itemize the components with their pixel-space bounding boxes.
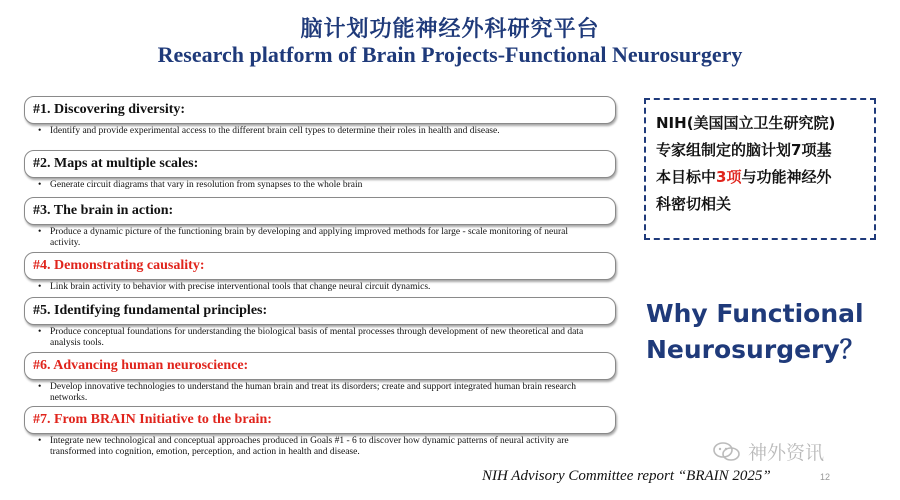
goal-2-heading: #2. Maps at multiple scales: — [24, 150, 616, 178]
goal-7-description: • Integrate new technological and conceptual approaches produced in Goals #1 ‐ 6 to discover how dynamic patterns of neural activity are transformed into cognition, emotion, perception, and action in health and disease. — [38, 436, 569, 457]
goal-6-heading: #6. Advancing human neuroscience: — [24, 352, 616, 380]
goal-5-description: • Produce conceptual foundations for understanding the biological basis of mental processes through development of new theoretical and data analysis tools. — [38, 327, 584, 348]
bullet-icon: • — [38, 126, 42, 136]
goal-7-heading: #7. From BRAIN Initiative to the brain: — [24, 406, 616, 434]
goal-3-description: • Produce a dynamic picture of the functioning brain by developing and applying improved methods for large ‐ scale monitoring of neural activity. — [38, 227, 568, 248]
goal-1-description: • Identify and provide experimental access to the different brain cell types to determine their roles in health and disease. — [38, 126, 500, 136]
goal-1-heading: #1. Discovering diversity: — [24, 96, 616, 124]
bullet-icon: • — [38, 436, 42, 446]
note-highlight: 3项 — [716, 168, 742, 186]
watermark-text: 神外资讯 — [748, 442, 825, 464]
page-number: 12 — [820, 472, 831, 482]
bullet-icon: • — [38, 227, 42, 237]
bullet-icon: • — [38, 382, 42, 392]
watermark — [712, 438, 824, 465]
goal-3-heading: #3. The brain in action: — [24, 197, 616, 225]
slide-title-english: Research platform of Brain Projects-Functional Neurosurgery — [157, 42, 743, 67]
slide-title-chinese: 脑计划功能神经外科研究平台 — [300, 17, 600, 42]
bullet-icon: • — [38, 327, 42, 337]
source-footer: NIH Advisory Committee report “BRAIN 2025” — [482, 468, 771, 484]
bullet-icon: • — [38, 282, 42, 292]
why-line-2: Neurosurgery？ — [646, 335, 865, 364]
bullet-icon: • — [38, 180, 42, 190]
nih-note-box — [644, 98, 876, 240]
goal-2-description: • Generate circuit diagrams that vary in resolution from synapses to the whole brain — [38, 180, 363, 190]
note-line-2: 专家组制定的脑计划7项基 — [656, 141, 832, 159]
note-line-1: NIH(美国国立卫生研究院) — [656, 114, 836, 132]
goal-4-description: • Link brain activity to behavior with precise interventional tools that change neural circuit dynamics. — [38, 282, 431, 292]
note-line-4: 科密切相关 — [656, 195, 732, 213]
why-line-1: Why Functional — [646, 299, 864, 328]
why-question — [646, 296, 896, 368]
goal-6-description: • Develop innovative technologies to understand the human brain and treat its disorders; create and support integrated human brain research networks. — [38, 382, 577, 403]
goal-4-heading: #4. Demonstrating causality: — [24, 252, 616, 280]
goal-5-heading: #5. Identifying fundamental principles: — [24, 297, 616, 325]
note-line-3: 本目标中3项与功能神经外 — [656, 168, 832, 186]
wechat-icon — [712, 441, 742, 463]
